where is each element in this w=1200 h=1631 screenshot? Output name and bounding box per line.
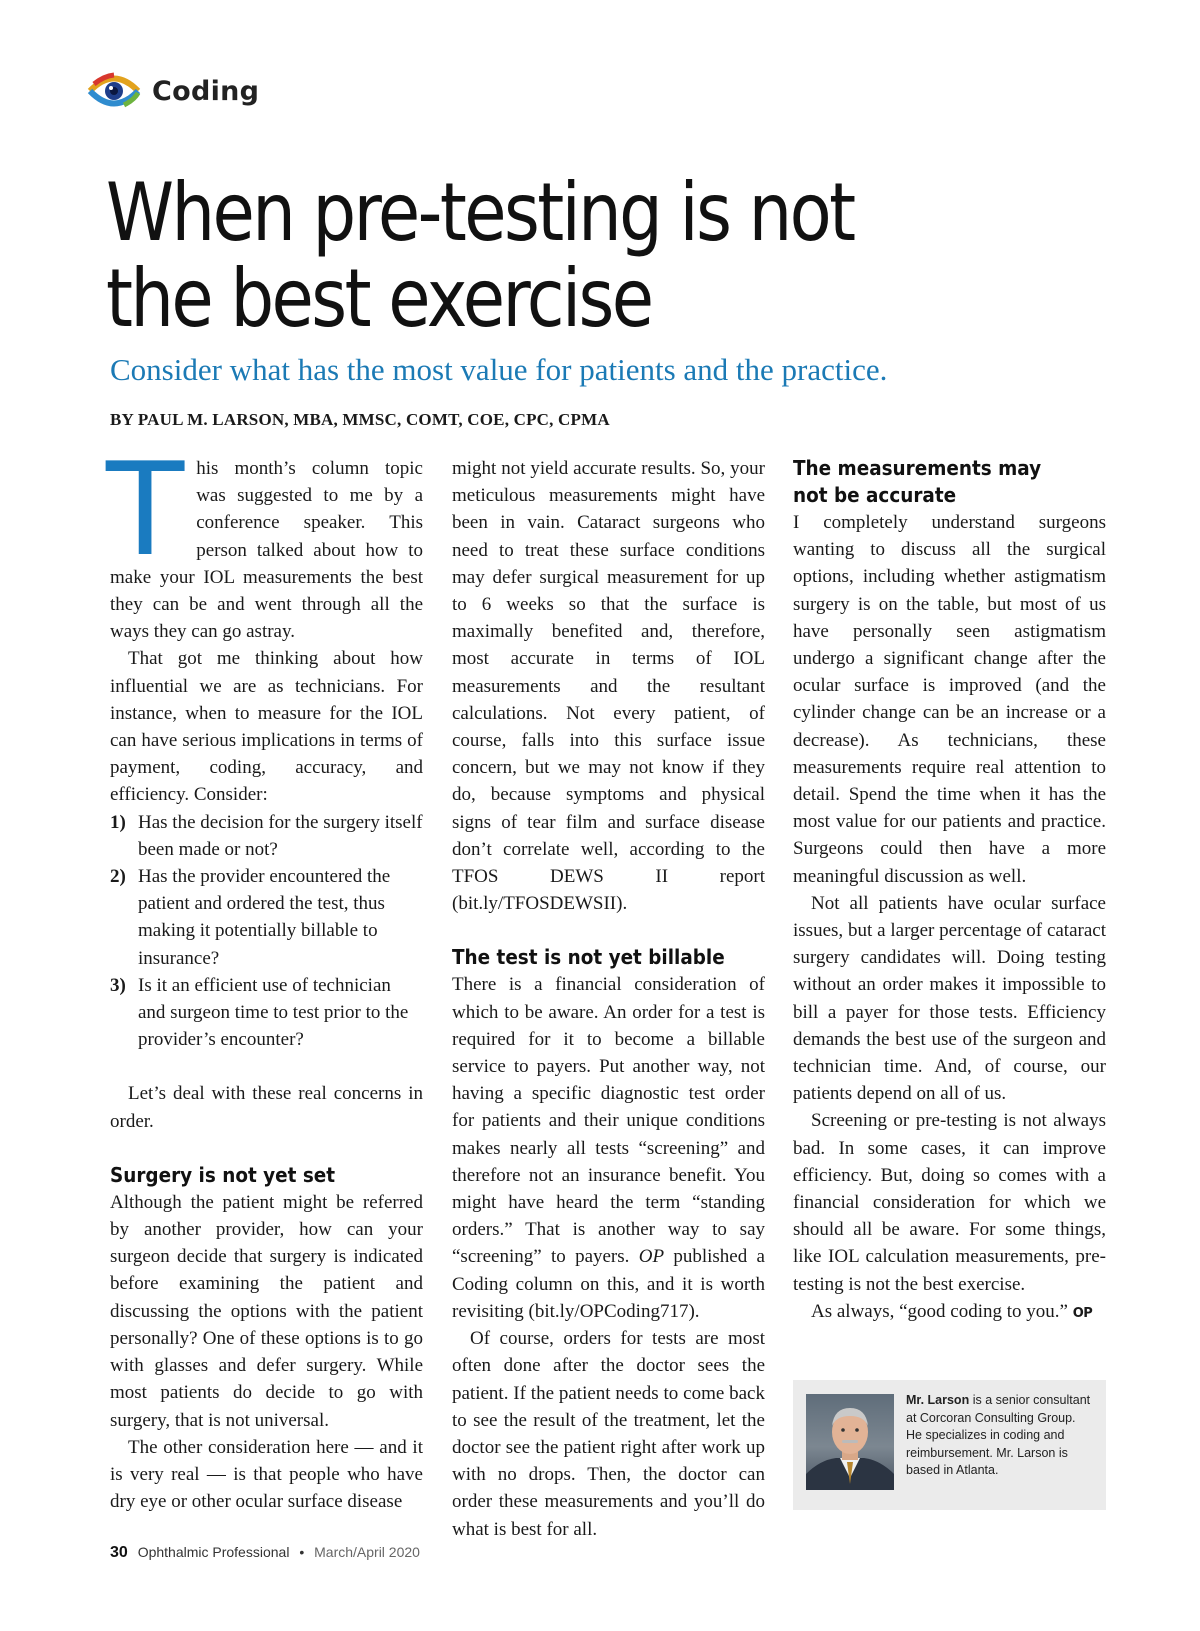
paragraph: Screening or pre-testing is not always bad. In some cases, it can improve efficiency. But, doing so comes with a financial consideration for which we should all be aware. For some things, like IOL calculation measurements, pre-testing is not the best exercise. (793, 1110, 1106, 1295)
paragraph-text: As always, “good coding to you.” (811, 1300, 1068, 1322)
list-item (110, 809, 423, 863)
list-number: 1) (110, 811, 126, 833)
paragraph: That got me thinking about how influential we are as technicians. For instance, when to measure for the IOL can have serious implications in terms of payment, coding, accuracy, and efficiency. Consider: (110, 648, 423, 806)
publication-abbrev: OP (638, 1246, 665, 1268)
end-mark: OP (1072, 1305, 1093, 1321)
footer-separator: • (299, 1544, 305, 1560)
paragraph (793, 1298, 1106, 1327)
section-heading: The measurements may not be accurate (793, 456, 1042, 507)
headline-line-2: the best exercise (106, 252, 652, 345)
list-text: Has the decision for the surgery itself been made or not? (138, 811, 423, 860)
paragraph-text: published a Coding column on this, and it is worth revisiting (bit.ly/OPCoding717). (452, 1246, 765, 1322)
section-heading: Surgery is not yet set (110, 1162, 336, 1187)
bio-description: is a senior consultant at Corcoran Consulting Group. He specializes in coding and reimbursement. Mr. Larson is based in Atlanta. (906, 1393, 1091, 1477)
author-photo (806, 1394, 894, 1490)
paragraph: Although the patient might be referred by another provider, how can your surgeon decide that surgery is indicated before examining the patient and discussing the options with the patient personally? One of these options is to go with glasses and defer surgery. While most patients do decide to go with surgery, that is not universal. (110, 1191, 423, 1431)
paragraph-text: There is a financial consideration of which to be aware. An order for a test is required for it to become a billable service to payers. Put another way, not having a specific diagnostic test order for patients and their unique conditions makes nearly all tests “screening” and therefore not an insurance benefit. You might have heard the term “standing orders.” That is another way to say “screening” to payers. (452, 974, 765, 1268)
paragraph: Of course, orders for tests are most often done after the doctor sees the patient. If the patient needs to come back to see the result of the treatment, let the doctor see the patient right after work up with no drops. Then, the doctor can order these measurements and you’ll do what is best for all. (452, 1328, 765, 1540)
list-number: 3) (110, 974, 126, 996)
subheadline: Consider what has the most value for patients and the practice. (110, 352, 888, 387)
paragraph: Let’s deal with these real concerns in order. (110, 1083, 423, 1132)
headline-line-1: When pre-testing is not (106, 166, 854, 259)
page-number: 30 (110, 1544, 128, 1561)
issue-date: March/April 2020 (314, 1544, 420, 1560)
list-text: Has the provider encountered the patient and ordered the test, thus making it potentially billable to insurance? (138, 866, 391, 969)
paragraph: might not yield accurate results. So, your meticulous measurements might have been in vain. Cataract surgeons who need to treat these surface conditions may defer surgical measurement for up to 6 weeks so that the surface is maximally benefited and, therefore, most accurate in terms of IOL measurements and the resultant calculations. Not every patient, of course, falls into this surface issue concern, but we may not know if they do, because symptoms and physical signs of tear film and surface disease don’t correlate well, according to the TFOS DEWS II report (bit.ly/TFOSDEWSII). (452, 458, 765, 915)
drop-cap: T (106, 436, 185, 585)
list-item (110, 863, 423, 972)
paragraph: Not all patients have ocular surface issues, but a larger percentage of cataract surgery candidates will. Doing testing without an order makes it impossible to bill a payer for those tests. Efficiency demands the best use of the surgeon and technician time. And, of course, our patients depend on all of us. (793, 892, 1106, 1105)
column-1 (106, 436, 423, 1515)
author-bio-text (906, 1392, 1094, 1480)
author-name: Mr. Larson (906, 1393, 970, 1407)
byline: BY PAUL M. LARSON, MBA, MMSC, COMT, COE, CPC, CPMA (110, 410, 610, 429)
section-heading: The test is not yet billable (452, 945, 725, 970)
list-item (110, 972, 423, 1054)
paragraph-text: his month’s column topic was suggested to me by a conference speaker. This person talked about how to make your IOL measurements the best they can be and went through all the ways they can go astray. (110, 458, 423, 643)
numbered-list (110, 809, 423, 1054)
page-footer (110, 1544, 420, 1562)
eye-icon (86, 70, 142, 112)
paragraph (452, 971, 765, 1325)
section-label: Coding (152, 75, 260, 107)
publication-name: Ophthalmic Professional (137, 1544, 290, 1560)
paragraph: The other consideration here — and it is very real — is that people who have dry eye or other ocular surface disease (110, 1436, 423, 1513)
section-header (86, 70, 259, 112)
column-2 (452, 455, 765, 1543)
list-text: Is it an efficient use of technician and surgeon time to test prior to the provider’s encounter? (138, 974, 409, 1051)
paragraph: I completely understand surgeons wanting to discuss all the surgical options, including whether astigmatism surgery is on the table, but most of us have personally seen astigmatism undergo a significant change after the ocular surface is improved (and the cylinder change can be an increase or a decrease). As technicians, these measurements require real attention to detail. Spend the time when it has the most value for our patients and practice. Surgeons could then have a more meaningful discussion as well. (793, 512, 1106, 887)
headline (106, 166, 966, 345)
paragraph (106, 436, 423, 645)
list-number: 2) (110, 866, 126, 888)
column-3 (793, 455, 1106, 1327)
author-portrait-icon (806, 1394, 894, 1490)
author-bio-box (793, 1380, 1106, 1510)
